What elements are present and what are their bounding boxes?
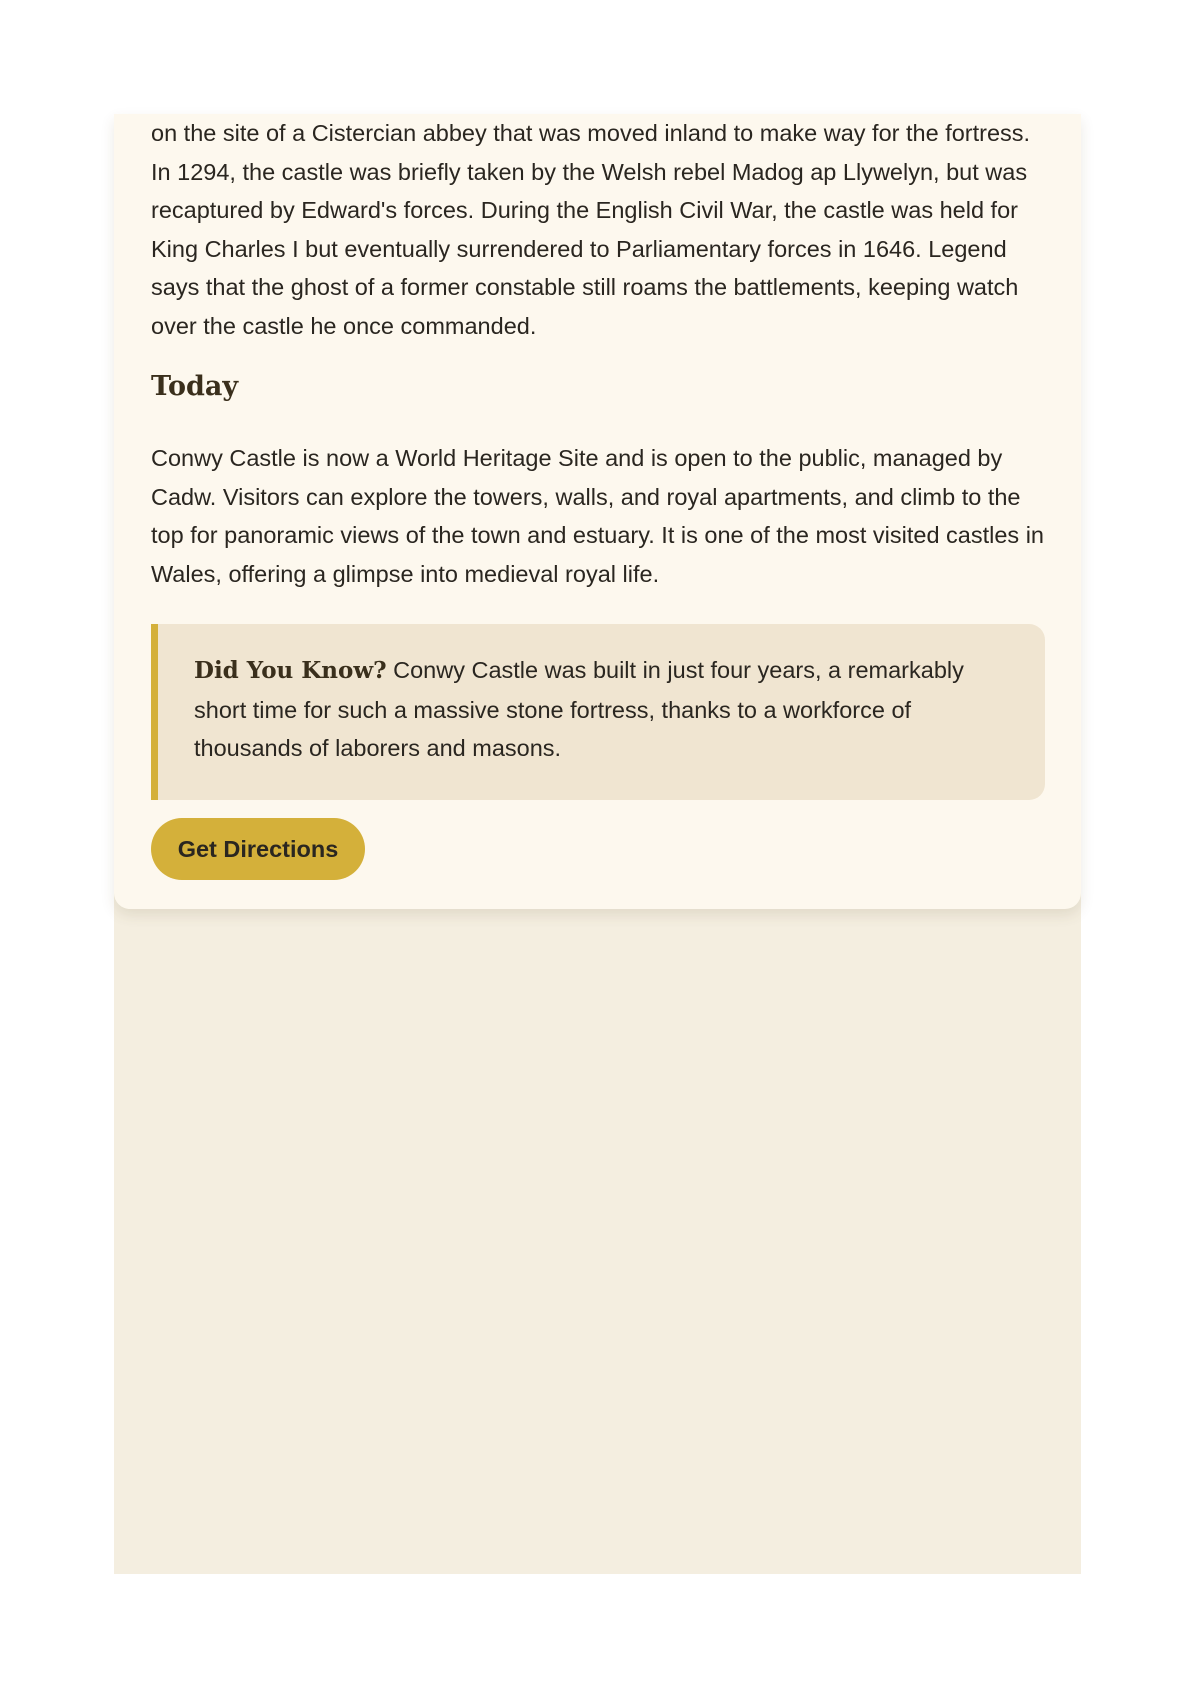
did-you-know-callout <box>151 624 1045 800</box>
content-card <box>114 114 1081 909</box>
callout-title: Did You Know? <box>194 657 387 684</box>
history-paragraph: on the site of a Cistercian abbey that was moved inland to make way for the fortress. In 1294, the castle was briefly taken by the Welsh rebel Madog ap Llywelyn, but was recaptured by Edward's forces. During the English Civil War, the castle was held for King Charles I but eventually surrendered to Parliamentary forces in 1646. Legend says that the ghost of a former constable still roams the battlements, keeping watch over the castle he once commanded. <box>151 120 1031 339</box>
callout-body: Conwy Castle was built in just four years, a remarkably short time for such a massive stone fortress, thanks to a workforce of thousands of laborers and masons. <box>194 657 964 761</box>
today-heading: Today <box>151 371 239 402</box>
today-paragraph: Conwy Castle is now a World Heritage Site and is open to the public, managed by Cadw. Visitors can explore the towers, walls, and royal apartments, and climb to the top for panoramic views of the town and estuary. It is one of the most visited castles in Wales, offering a glimpse into medieval royal life. <box>151 445 1044 587</box>
get-directions-button[interactable]: Get Directions <box>151 818 365 880</box>
callout-text-block <box>194 651 1014 768</box>
page-background <box>114 114 1081 1574</box>
